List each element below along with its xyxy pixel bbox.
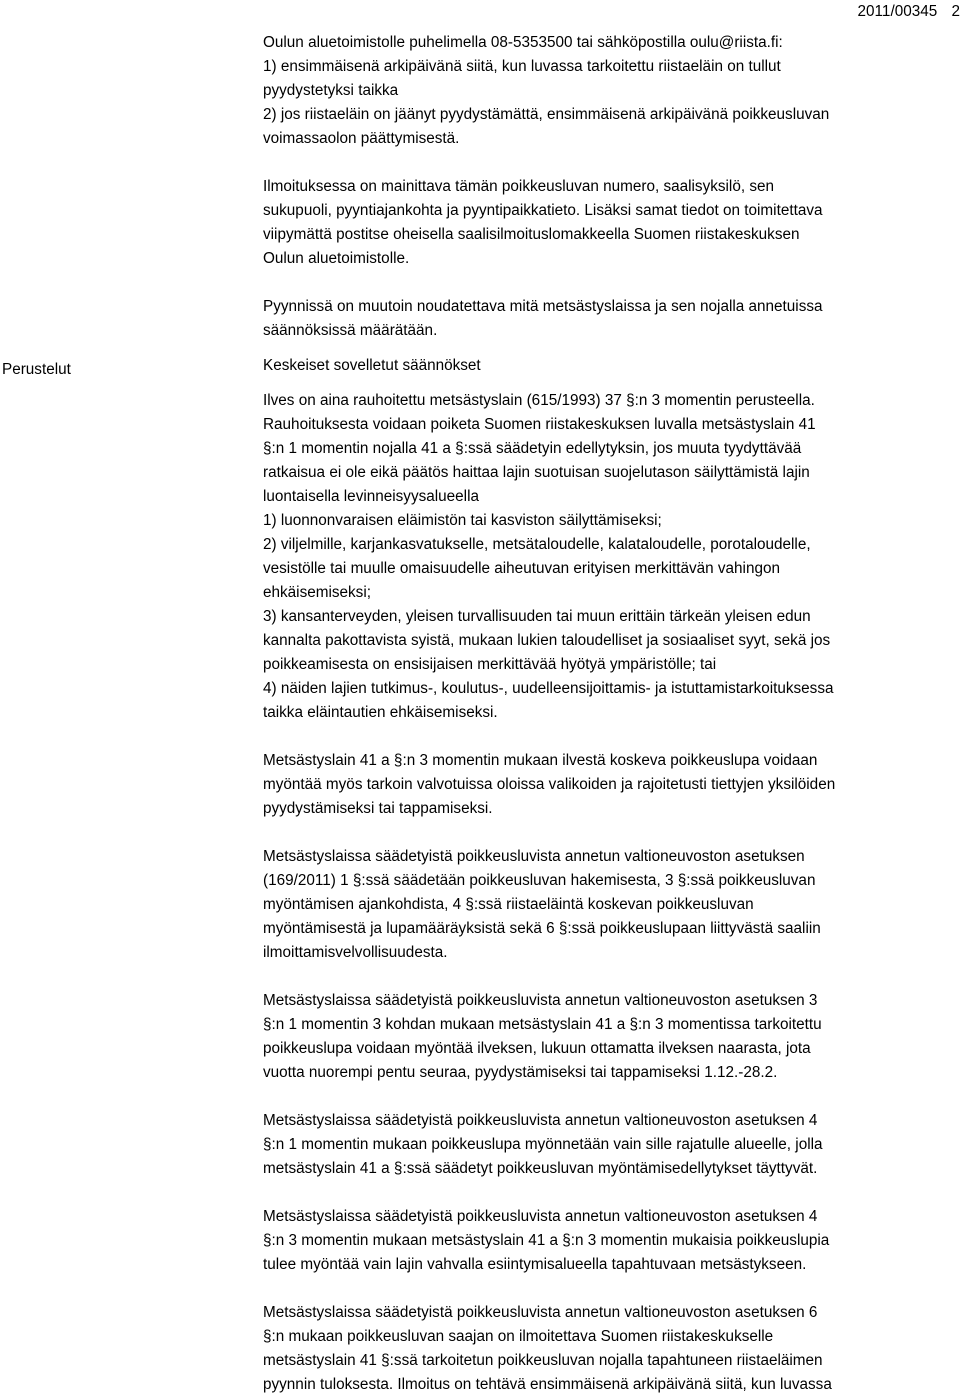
text-line: voimassaolon päättymisestä. <box>263 130 460 147</box>
text-line: Ilves on aina rauhoitettu metsästyslain (615/1993) 37 §:n 3 momentin perusteella. <box>263 392 815 409</box>
text-line: pyydystetyksi taikka <box>263 82 399 99</box>
paragraph-asetus-4-1 <box>263 1109 953 1181</box>
text-line: Metsästyslaissa säädetyistä poikkeusluvista annetun valtioneuvoston asetuksen 4 <box>263 1208 818 1225</box>
text-line: sukupuoli, pyyntiajankohta ja pyyntipaikkatieto. Lisäksi samat tiedot on toimitettava <box>263 202 823 219</box>
text-line: taikka eläintautien ehkäisemiseksi. <box>263 704 498 721</box>
text-line: viipymättä postitse oheisella saalisilmoituslomakkeella Suomen riistakeskuksen <box>263 226 800 243</box>
text-line: ratkaisua ei ole eikä päätös haittaa lajin suotuisan suojelutason säilyttämistä lajin <box>263 464 810 481</box>
text-line: Metsästyslaissa säädetyistä poikkeusluvista annetun valtioneuvoston asetuksen <box>263 848 805 865</box>
rules-main-paragraph <box>263 389 953 725</box>
text-line: 1) ensimmäisenä arkipäivänä siitä, kun luvassa tarkoitettu riistaeläin on tullut <box>263 58 781 75</box>
document-header <box>858 0 960 24</box>
rules-heading: Keskeiset sovelletut säännökset <box>263 357 481 374</box>
text-line: Metsästyslaissa säädetyistä poikkeusluvista annetun valtioneuvoston asetuksen 6 <box>263 1304 818 1321</box>
text-line: metsästyslain 41 §:ssä tarkoitetun poikkeusluvan nojalla tapahtuneen riistaeläimen <box>263 1352 823 1369</box>
text-line: kannalta pakottavista syistä, mukaan lukien taloudelliset ja sosiaaliset syyt, sekä jos <box>263 632 831 649</box>
text-line: tulee myöntää vain lajin vahvalla esiintymisalueella tapahtuvaan metsästykseen. <box>263 1256 807 1273</box>
paragraph-asetus-6 <box>263 1301 953 1397</box>
text-line: luontaisella levinneisyysalueella <box>263 488 479 505</box>
text-line: Oulun aluetoimistolle puhelimella 08-5353500 tai sähköpostilla oulu@riista.fi: <box>263 34 783 51</box>
compliance-paragraph <box>263 295 953 343</box>
text-line: poikkeamisesta on ensisijaisen merkittävää hyötyä ympäristölle; tai <box>263 656 717 673</box>
text-line: poikkeuslupa voidaan myöntää ilveksen, lukuun ottamatta ilveksen naarasta, jota <box>263 1040 811 1057</box>
text-line: §:n 3 momentin mukaan metsästyslain 41 a §:n 3 momentin mukaisia poikkeuslupia <box>263 1232 830 1249</box>
page-number: 2 <box>951 3 960 20</box>
text-line: myöntää myös tarkoin valvotuissa oloissa valikoiden ja rajoitetusti tiettyjen yksilöiden <box>263 776 836 793</box>
text-line: (169/2011) 1 §:ssä säädetään poikkeusluvan hakemisesta, 3 §:ssä poikkeusluvan <box>263 872 816 889</box>
section-label-perustelut: Perustelut <box>2 361 71 378</box>
text-line: myöntämisestä ja lupamääräyksistä sekä 6 §:ssä poikkeuslupaan liittyvästä saaliin <box>263 920 821 937</box>
paragraph-asetus-4-3 <box>263 1205 953 1277</box>
text-line: Pyynnissä on muutoin noudatettava mitä metsästyslaissa ja sen nojalla annetuissa <box>263 298 823 315</box>
text-line: Oulun aluetoimistolle. <box>263 250 410 267</box>
text-line: Metsästyslaissa säädetyistä poikkeusluvista annetun valtioneuvoston asetuksen 4 <box>263 1112 818 1129</box>
text-line: 2) jos riistaeläin on jäänyt pyydystämättä, ensimmäisenä arkipäivänä poikkeusluvan <box>263 106 830 123</box>
text-line: metsästyslain 41 a §:ssä säädetyt poikkeusluvan myöntämisedellytykset täyttyvät. <box>263 1160 818 1177</box>
text-line: Ilmoituksessa on mainittava tämän poikkeusluvan numero, saalisyksilö, sen <box>263 178 774 195</box>
text-line: pyydystämiseksi tai tappamiseksi. <box>263 800 493 817</box>
text-line: Rauhoituksesta voidaan poiketa Suomen riistakeskuksen luvalla metsästyslain 41 <box>263 416 816 433</box>
text-line: vesistölle tai muulle omaisuudelle aiheutuvan erityisen merkittävän vahingon <box>263 560 780 577</box>
text-line: Metsästyslaissa säädetyistä poikkeusluvista annetun valtioneuvoston asetuksen 3 <box>263 992 818 1009</box>
reporting-instructions <box>263 31 953 151</box>
paragraph-41a <box>263 749 953 821</box>
text-line: 2) viljelmille, karjankasvatukselle, metsätaloudelle, kalataloudelle, porotaloudelle, <box>263 536 811 553</box>
text-line: §:n 1 momentin nojalla 41 a §:ssä säädetyin edellytyksin, jos muuta tyydyttävää <box>263 440 802 457</box>
text-line: ehkäisemiseksi; <box>263 584 371 601</box>
text-line: Metsästyslain 41 a §:n 3 momentin mukaan ilvestä koskeva poikkeuslupa voidaan <box>263 752 818 769</box>
text-line: ilmoittamisvelvollisuudesta. <box>263 944 448 961</box>
document-number: 2011/00345 <box>857 3 938 20</box>
text-line: §:n 1 momentin 3 kohdan mukaan metsästyslain 41 a §:n 3 momentissa tarkoitettu <box>263 1016 822 1033</box>
text-line: §:n mukaan poikkeusluvan saajan on ilmoitettava Suomen riistakeskukselle <box>263 1328 774 1345</box>
text-line: §:n 1 momentin mukaan poikkeuslupa myönnetään vain sille rajatulle alueelle, jolla <box>263 1136 823 1153</box>
text-line: vuotta nuorempi pentu seuraa, pyydystämiseksi tai tappamiseksi 1.12.-28.2. <box>263 1064 778 1081</box>
notice-contents-paragraph <box>263 175 953 271</box>
text-line: 3) kansanterveyden, yleisen turvallisuuden tai muun erittäin tärkeän yleisen edun <box>263 608 811 625</box>
paragraph-asetus-3 <box>263 989 953 1085</box>
text-line: 1) luonnonvaraisen eläimistön tai kasviston säilyttämiseksi; <box>263 512 662 529</box>
text-line: pyynnin tuloksesta. Ilmoitus on tehtävä ensimmäisenä arkipäivänä siitä, kun luvassa <box>263 1376 832 1393</box>
text-line: säännöksissä määrätään. <box>263 322 438 339</box>
paragraph-asetus-1 <box>263 845 953 965</box>
document-body <box>263 31 953 1397</box>
text-line: myöntämisen ajankohdista, 4 §:ssä riistaeläintä koskevan poikkeusluvan <box>263 896 754 913</box>
text-line: 4) näiden lajien tutkimus-, koulutus-, uudelleensijoittamis- ja istuttamistarkoituksessa <box>263 680 834 697</box>
